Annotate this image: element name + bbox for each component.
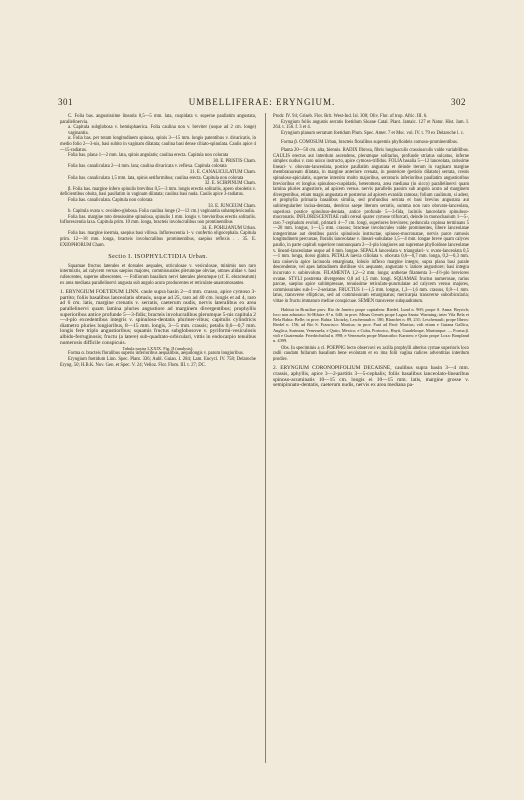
left-column-paragraph: C. Folia bas. angustissime linearia 0,5—5 mm. lata, cuspidata v. superne paullatim angustata, parallelinervia. <box>60 114 256 125</box>
left-column-paragraph: Tabula nostra LXXIX. Fig. II (analysis). <box>122 346 194 352</box>
right-column-paragraph: Eryngium planum serratum foetidum Plum. Spec. Amer. 7 et Msc. vol. IV. t. 79 ex Delaroche l. c. <box>281 130 464 136</box>
left-column <box>60 114 256 368</box>
page-number-left: 301 <box>58 97 73 107</box>
left-column-paragraph: 34. E. POHLIANUM Urban. <box>201 225 256 231</box>
left-column-paragraph: 30. E. PRISTIS Cham. <box>213 158 256 164</box>
left-column-paragraph: Folia bas. margine toto densissime spinulosa, spinulis 1 mm. longis v. brevioribus erectis solitariis. Inflorescentia laxa. Capitula prim. 10 mm. longa, bracteis involucralibus non prominentibus <box>60 214 256 226</box>
left-column-paragraph: 31. E. CANALICULATUM Cham. <box>189 169 256 175</box>
left-column-paragraph: Forma α. bracteis floralibus superis inferioribus aequalibus, aequilongis v. parum longioribus. <box>68 351 244 357</box>
left-column-paragraph: 1. ERYNGIUM FOETIDUM LINN. caule supra basin 2—4 mm. crasso, apice cymoso 3-partito; foliis basalibus lanceolatis obtusis, usque ad 25, raro ad 40 cm. longis et ad 4, raro ad 6 cm. latis, margine crenatis v. serratis, caeterum nudis, nervis lateralibus ex area parallelinervi quam lamina pluries angustiore ad marginem divergentibus; prophyllis superioribus antice profunde 5—3-fidis; bracteis involucralibus plerumque 5-nis capitula 2—4-plo excedentibus integris v. spinuloso-dentatis pluriner-vibus; capitulis cylindricis diametro pluries longioribus, 8—15 mm. longis, 3—5 mm. crassis; petalis 0,6—0,7 mm. longis fere triplo angustioribus; squamis fructus subglobosove v. pyriformi-vesiculosis albido-ferruginosis; fructu (a latere) sub-quadrato-orbiculari, vittis in endocarpio tenuibus numerosis difficile conspicuis. <box>60 289 256 346</box>
left-column-paragraph: Squamae fructus laterales et dorsales aequales, utriculosae v. vesiculosae, minimis non raro intermixtis, ad calycem versus saepius majores, commissurales plerumque obviae, omnes alidae v. basi rufescentes, superne albescentes. — Folliorum basalium nervi laterales plerumque (cf. E. ebracteatum) ex area mediana parallelinervi angusta sub angulo acuto producentes et reticulato-anastomosantes. <box>60 263 256 286</box>
left-column-paragraph: 32. E. SCIRPINUM Cham. <box>204 181 256 187</box>
left-column-paragraph: b. Capitula ovata v. ovoideo-globosa. Folia caulina longe (2—12 cm.) vaginantia subamplexicaulia. <box>68 209 255 215</box>
left-column-paragraph: Folia bas. plana 1—2 mm. lata, spinis angulatis; caulina erecta. Capitula non colorata <box>68 153 229 159</box>
right-column-paragraph: Eryngium foliis angustis serratis foetidum Sloane Catal. Plant. Jamaic. 127 et Natur. Hist. Jam. I. 264. t. 156. f. 3 et 4. <box>273 119 469 131</box>
left-column-paragraph: Folia bas. canaliculata. Capitula non colorata <box>68 197 153 203</box>
right-column-paragraph: Habitat in Brasiliae prov. Rio de Janeiro prope capitalem: Riedel, Lund n. 969; prope S. Anna: Beyrich; loco non adnotato: St-Hilaire A¹ n. 640; in prov. Minas Geraës prope Lagoa Santa: Warming; inter Vila Bela et Bela Bahia: Belle; in prov. Bahia: Lhotzky, Leschenault n. 180, Blanchet n. 89, 231; Leschenault; prope Ilheos: Riedel n. 156; ad Rio S. Francisco: Martius; in prov. Pará ad Pará: Martius; vidi etiam e Guiana Gallica, Anglica, Surinam, Venezuela; e Quito, Mexico; e Cuba, Portorico, Hayti, Guadeloupe, Martinique. — Forma β. vidi e Guatemala: Friedrichsthal n. 898; e Venezuela prope Maracaibo: Karsten; e Quito prope Loxa: Bonpland n. 4399. <box>273 306 469 344</box>
right-column-paragraph: Forma β. COMOSUM Urban, bracteis floralibus supremis phylloideis comoso-prominentibus. <box>281 140 458 146</box>
left-column-paragraph: β. Folia bas. margine infero spinulis brevibus 0,5—3 mm. longis erectis solitariis, apero obsoletis v. deficientibus obsita, basi paullatim in vaginam dilatata; caulina basi nuda. Caulis apice 3-radiatus. <box>60 186 256 198</box>
page-header <box>58 97 466 109</box>
right-column-paragraph: Obs. In speciminis a cl. POEPPIG lecto observavi ex axilla prophylli alterius cymae superioris loco radii caudam fullarum basalium bene evolutam et ex ima folii vagina radices adventitias interdum prodire. <box>273 345 469 362</box>
right-column-paragraph: Prodr. IV. 94; Griseb. Flor. Brit. West-Ind. Isl. 308; Oliv. Flor. of trop. Afric. III. 6. <box>273 114 428 119</box>
left-column-paragraph: Folia bas. canaliculata 2—4 mm. lata; caulina divaricata v. reflexa. Capitula colorata <box>68 164 227 170</box>
right-column <box>273 114 469 389</box>
left-column-paragraph: a. Capitula subglobosa v. hemisphaerica. Folia caulina non v. breviter (usque ad 2 cm. longe) vaginantia. <box>68 125 256 136</box>
left-column-paragraph: Eryngium foetidum Linn. Spec. Plant. 336; Aubl. Guian. I. 284; Lam. Encycl. IV. 758; Delaroche Eryng. 50; H.B.K. Nov. Gen. et Spec. V. 24; Velloz. Flor. Flum. III. t. 27; DC. <box>60 357 256 368</box>
left-column-paragraph: 33. E. JUNCEUM Cham. <box>208 203 256 209</box>
left-column-paragraph: Folia bas. canaliculata 1,5 mm. lata, spinis setiformibus; caulina erecta. Capitula non colorata <box>68 175 244 181</box>
running-title: UMBELLIFERAE: ERYNGIUM. <box>188 97 336 107</box>
left-column-paragraph: Sectio I. ISOPHYLCTIDIA Urban. <box>108 253 208 261</box>
column-divider <box>265 113 266 763</box>
page-number-right: 302 <box>451 97 466 107</box>
right-column-paragraph: Planta 20—50 cm. alta, biennis. RADIX fibrosa, fibris longiusculis crassiusculis valde variabilibus. CAULIS erectus aut interdum ascendens, plerumque solitarius, profunde striatus sulcatus, inferne simplex nudus v. raro unico instructo, apice cymoso-trifidus. FOLIA basalia 5—12 lanceolata, rarissime lineari- v. obovato-lanceolata, postice paullatim angustata et deinde iterum in vaginam margine membranaceam dilatata, in margine anteriore crenata, in posteriore (petiolo dilatato) serrata, crenis spinuloso-apiculatis, superne intersito molto majoribus, serraturis inferioribus paullatim angustioribus brevioribus et longius spinuloso-cuspidatis, heteromera, area mediana (in sicco) parallelinervi quam lamina pluries angustiore, ad apicem versus. nervis parallelis passim sub angulo acuto ad marginem divergentibus, etiam magis angustata et postremo ad apicem evanida ramosa; folium caulinum, si adest, et prophylla primaria basalibus similia, sed profundius serrata et basi brevius angustata aut subirregulariter incisa-dentata, denticus saepe literum serratis, summa non raro obovato-lanceolata, superiora postice spinuloso-dentata, antice profunde 5—3-fida, laciniis lanceolatis spinuloso-mucronatis. INFLORESCENTIAE radii cereal quater cymose trifurcati, deinde in monochasium 1—5-, raro 7-cephalum evoluti, primarii 4—7 cm. longi, superiores breviores; peduncula copiosa terminans 5—20 mm. longus, 1—1,5 mm. crassus; bracteae involucrales valde prominentes, libere lanceolatae integerrimae aut dentibus parcis spinulosis instructae, spinoso-mucronatae, nervis parce ramosis longitudinem percursae, floralis lanceolatae v. lineari-subulatae 1,5—4 mm. longae breve quam calyces paullo, in parte capituli superiore nonnunquam 2—3-plo longiores aut supremae phylloideae lanceolatae v. lineari-lanceolatae usque ad 6 mm. longae. SEPALA lanceolata v. triangulari- v. ovato-lanceolata 0,5—1 mm. longa, dorso glabra. PETALA laevia ciliolata v. obovata 0,6—0,7 mm. longa, 0,2—0,3 mm. lata unisevia apice lacinuola emarginata, lobulo inflexo margine integro, supra plana basi parale descendente, vel apes latitudinem distilisse vix aequante, angustato v. latiore angustiore; basi integra incurvato v. subinvoluto. FILAMENTA 1,2—2 mm. longa; antherae filamenta 3—4½-plo breviores ovatae. STYLI postrema divergentes 0,8 ad 1,5 mm. longi. SQUAMAE fructus numerosae, rarius parcae, saepius apice subimpressae, tenuissime reticulato-punctulatae ad calycem versus majores, commissurales sub-1—2-seriatae. FRUCTUS 1—1,5 mm. longus, 1,3—1,6 mm. crassus, 0,8—1 mm. latus, transverse ellipticus, sed ad commissuram emarginatus; mericarpia transverse suborbicularia; vittae in fructu immaturo meliue conspicuae. SEMEN transverse subquadratum. <box>273 147 469 304</box>
left-column-paragraph: α. Folia bas. per totam longitudinem spinosa, spinis 3—15 mm. longis patentibus v. divaricatis, in medio folio 2—3-nis, basi subito in vaginam dilatata; caulina basi dense ciliato-spinulata. Caulis apice 4—15-radiatus. <box>60 136 256 153</box>
left-column-paragraph: Folia bas. margine inermia, saepius basi villosa. Inflorescentia 1- v. confertio oligocephala. Capitula prim. 12—18 mm. longa, bracteis involucralibus prominentibus, saepius reflexis . . 35. E. EXIOPHORUM Cham. <box>60 231 256 248</box>
right-column-paragraph: 2. ERYNGIUM CORONOPIFOLIUM DECAISNE, caulibus supra basin 3—4 mm. crassis, aphyllis, apice 3—2-partitis 3—5-cephalis; foliis basalibus lanceolato-linearibus spinoso-acuminatis 10—15 cm. longis ei 10—15 mm. latis, margine grosse v. semipinnato-dentatis, caeterum nudis, nervis ex area mediana pa- <box>273 365 469 389</box>
